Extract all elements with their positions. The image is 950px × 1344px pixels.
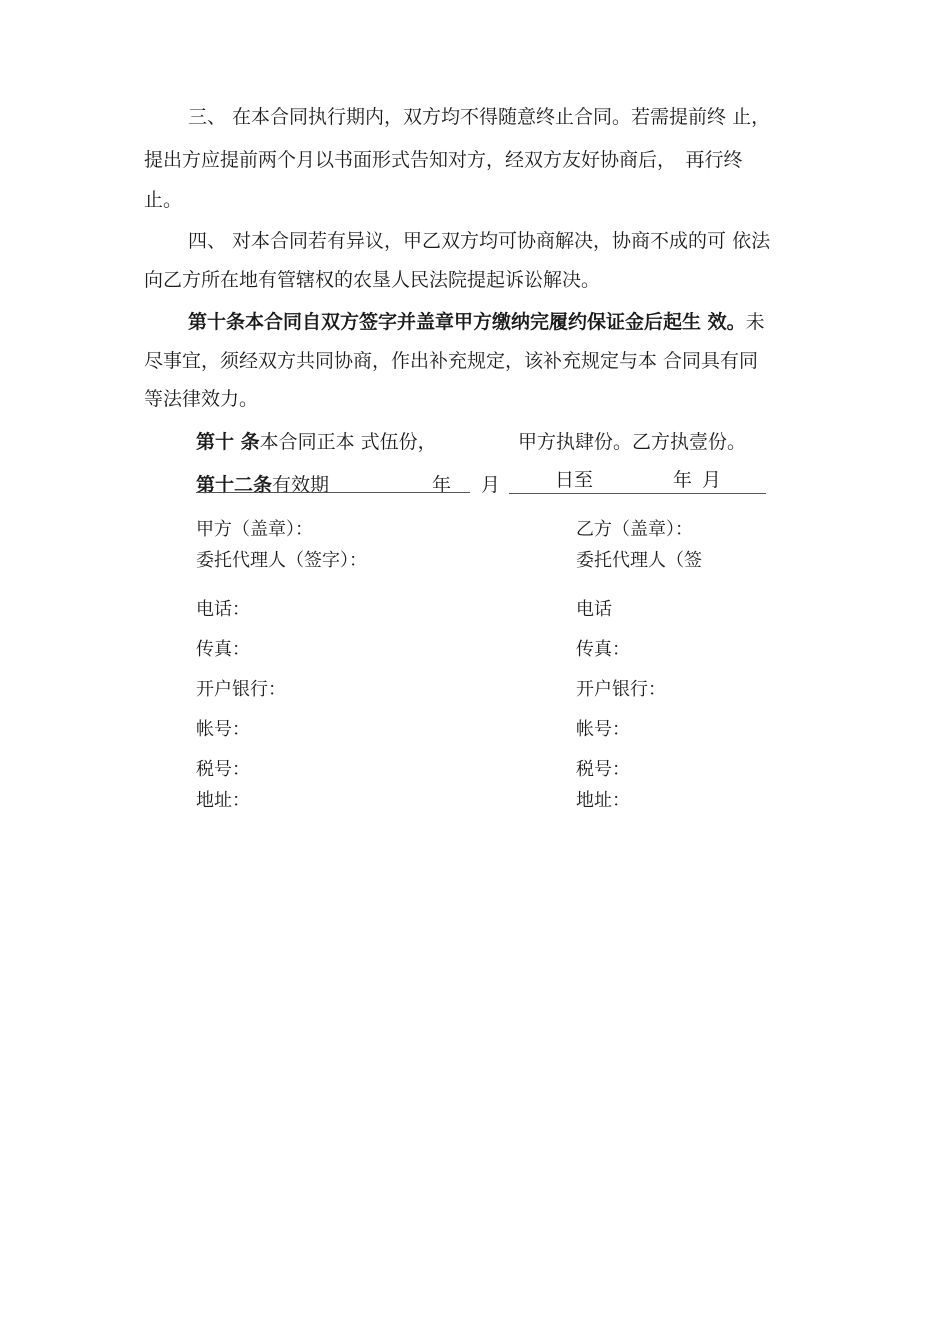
party-a-tax: 税号： <box>196 759 250 780</box>
article-11-heading: 第十 条 <box>196 431 260 453</box>
article-12-day-to: 日至 <box>555 469 594 491</box>
article-12-year-2: 年 <box>673 469 693 491</box>
clause-4-line-1: 四、 对本合同若有异议，甲乙双方均可协商解决，协商不成的可 依法 <box>188 230 771 252</box>
article-12-bold: 第十二条 <box>196 474 273 496</box>
party-a-account: 帐号： <box>196 719 250 740</box>
clause-4-line-2: 向乙方所在地有管辖权的农垦人民法院提起诉讼解决。 <box>144 269 601 291</box>
party-b-seal: 乙方（盖章）： <box>576 519 693 540</box>
article-10-line-2: 尽事宜，须经双方共同协商，作出补充规定，该补充规定与本 合同具有同 <box>144 350 759 372</box>
party-b-agent: 委托代理人（签 <box>576 550 702 571</box>
article-10-line-1 <box>188 310 765 334</box>
clause-3-line-3: 止。 <box>144 189 183 211</box>
article-12-label: 有效期 <box>272 474 330 496</box>
party-a-address: 地址： <box>196 790 250 811</box>
article-12-heading <box>196 473 329 497</box>
party-b-account: 帐号： <box>576 719 630 740</box>
party-a-seal: 甲方（盖章）： <box>196 519 313 540</box>
article-10-heading: 第十条本合同自双方签字并盖章甲方缴纳完履约保证金后起生 效。 <box>188 311 746 333</box>
party-b-tax: 税号： <box>576 759 630 780</box>
clause-3-line-1: 三、 在本合同执行期内，双方均不得随意终止合同。若需提前终 止， <box>188 106 771 128</box>
party-b-address: 地址： <box>576 790 630 811</box>
article-12-month-1: 月 <box>481 474 501 496</box>
article-11-party-a: 甲方执肆份。乙方执壹份。 <box>518 431 747 453</box>
article-12-underline-1 <box>196 492 470 493</box>
party-b-phone: 电话 <box>576 599 612 620</box>
article-12-month-2: 月 <box>702 469 722 491</box>
article-11-line <box>196 430 437 454</box>
article-10-line-3: 等法律效力。 <box>144 388 259 410</box>
party-a-fax: 传真： <box>196 639 250 660</box>
article-10-rest: 未 <box>745 311 765 333</box>
party-a-agent: 委托代理人（签字）： <box>196 550 367 571</box>
clause-3-line-2: 提出方应提前两个月以书面形式告知对方，经双方友好协商后， 再行终 <box>144 149 743 171</box>
article-11-text: 本合同正本 式伍份， <box>259 431 437 453</box>
party-a-phone: 电话： <box>196 599 250 620</box>
party-a-bank: 开户银行： <box>196 679 286 700</box>
article-12-underline-2 <box>509 493 766 494</box>
party-b-fax: 传真： <box>576 639 630 660</box>
party-b-bank: 开户银行： <box>576 679 666 700</box>
article-12-year-1: 年 <box>432 474 452 496</box>
